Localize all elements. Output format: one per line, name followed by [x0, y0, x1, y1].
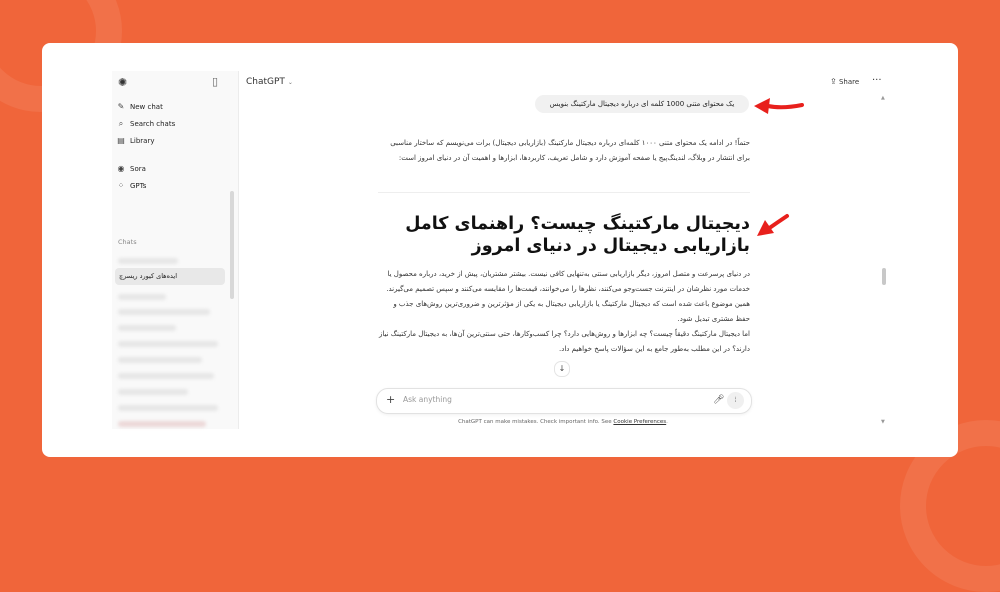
library-icon: ▤ [117, 136, 125, 145]
search-icon: ⌕ [118, 119, 124, 128]
scroll-up-arrow-icon[interactable]: ▲ [881, 95, 885, 101]
sidebar-item-label: New chat [130, 103, 163, 111]
sidebar-item-label: GPTs [130, 182, 147, 190]
share-icon: ⇪ [830, 77, 837, 86]
arrow-down-icon: ↓ [558, 364, 566, 373]
response-heading: دیجیتال مارکتینگ چیست؟ راهنمای کامل بازاریابی دیجیتال در دنیای امروز [405, 214, 750, 256]
response-paragraph: در دنیای پرسرعت و متصل امروز، دیگر بازاریابی سنتی به‌تنهایی کافی نیست. بیشتر مشتریان، پیش از خرید، درباره محصول یا خدمات مورد نظرشان در اینترنت جست‌وجو می‌کنند، نظرها را می‌خوانند، قیمت‌ها را مقایسه می‌کنند و سپس تصمیم می‌گیرند. همین موضوع باعث شده است که دیجیتال مارکتینگ یا بازاریابی دیجیتال به یکی از مؤثرترین و ضروری‌ترین روش‌های جذب و حفظ مشتری تبدیل شود. [386, 270, 750, 323]
sidebar-toggle-icon[interactable]: ▯ [212, 75, 219, 88]
more-icon: ··· [872, 75, 882, 86]
blurred-chat-item[interactable] [118, 258, 178, 264]
disclaimer-end: . [666, 419, 668, 425]
chevron-down-icon: ⌄ [287, 79, 293, 86]
cookie-preferences-link[interactable]: Cookie Preferences [613, 419, 667, 425]
composer [376, 388, 752, 414]
sidebar-item-new-chat[interactable] [116, 99, 226, 115]
sidebar-item-library[interactable] [116, 133, 226, 149]
app-window [42, 43, 958, 457]
user-message: یک محتوای متنی 1000 کلمه ای درباره دیجیتال مارکتینگ بنویس [535, 95, 749, 113]
plus-icon[interactable]: + [386, 393, 396, 406]
sidebar-item-gpts[interactable] [116, 178, 226, 194]
sidebar [112, 71, 239, 429]
share-label: Share [838, 78, 860, 86]
sidebar-chat-active[interactable]: ایده‌های کیورد ریسرچ [115, 268, 225, 285]
blurred-chat-item[interactable] [118, 341, 218, 347]
sidebar-item-search-chats[interactable] [116, 116, 226, 132]
chatgpt-logo-icon[interactable]: ✺ [118, 76, 128, 89]
blurred-chat-item[interactable] [118, 373, 214, 379]
sidebar-scrollbar[interactable] [230, 191, 234, 299]
disclaimer-footer [376, 419, 750, 425]
blurred-chat-item[interactable] [118, 421, 206, 427]
annotation-arrow-icon [752, 95, 804, 117]
sidebar-item-label: Sora [130, 165, 146, 173]
response-paragraph: اما دیجیتال مارکتینگ دقیقاً چیست؟ چه ابزارها و روش‌هایی دارد؟ چرا کسب‌وکارها، حتی سنتی‌ترین آن‌ها، به دیجیتال مارکتینگ نیاز دارند؟ در این مطلب به‌طور جامع به این سؤالات پاسخ خواهیم داد. [378, 330, 750, 353]
annotation-arrow-icon [754, 212, 790, 240]
blurred-chat-item[interactable] [118, 405, 218, 411]
main-scrollbar-thumb[interactable] [882, 268, 886, 285]
gpts-icon: ⁘ [117, 181, 125, 190]
share-button[interactable] [830, 77, 859, 86]
sora-icon: ◉ [117, 164, 125, 173]
blurred-chat-item[interactable] [118, 294, 166, 300]
blurred-chat-item[interactable] [118, 309, 210, 315]
sidebar-item-sora[interactable] [116, 161, 226, 177]
page-title: ChatGPT [246, 77, 285, 87]
blurred-chat-item[interactable] [118, 357, 202, 363]
scroll-down-arrow-icon[interactable]: ▼ [881, 419, 885, 425]
microphone-icon[interactable]: 🎤︎ [713, 395, 725, 405]
model-selector[interactable] [246, 77, 293, 87]
assistant-intro: حتماً! در ادامه یک محتوای متنی ۱۰۰۰ کلمه‌ای درباره دیجیتال مارکتینگ (بازاریابی دیجیتال) برات می‌نویسم که ساختار مناسبی برای انتشار در وبلاگ، لندینگ‌پیج یا صفحه آموزش دارد و شامل تعریف، کاربردها، ابزارها و اهمیت آن در دنیای امروز است: [390, 139, 750, 162]
scroll-down-button[interactable] [554, 361, 570, 377]
blurred-chat-item[interactable] [118, 325, 176, 331]
edit-icon: ✎ [117, 102, 125, 111]
blurred-chat-item[interactable] [118, 389, 188, 395]
divider [378, 192, 750, 193]
disclaimer-text: ChatGPT can make mistakes. Check important info. See [458, 419, 612, 425]
more-options-button[interactable] [872, 75, 882, 86]
chat-input[interactable] [401, 394, 685, 405]
voice-mode-button[interactable]: ⦙ [727, 392, 744, 409]
sidebar-item-label: Library [130, 137, 155, 145]
sidebar-item-label: Search chats [130, 120, 176, 128]
chats-section-label: Chats [118, 238, 137, 246]
